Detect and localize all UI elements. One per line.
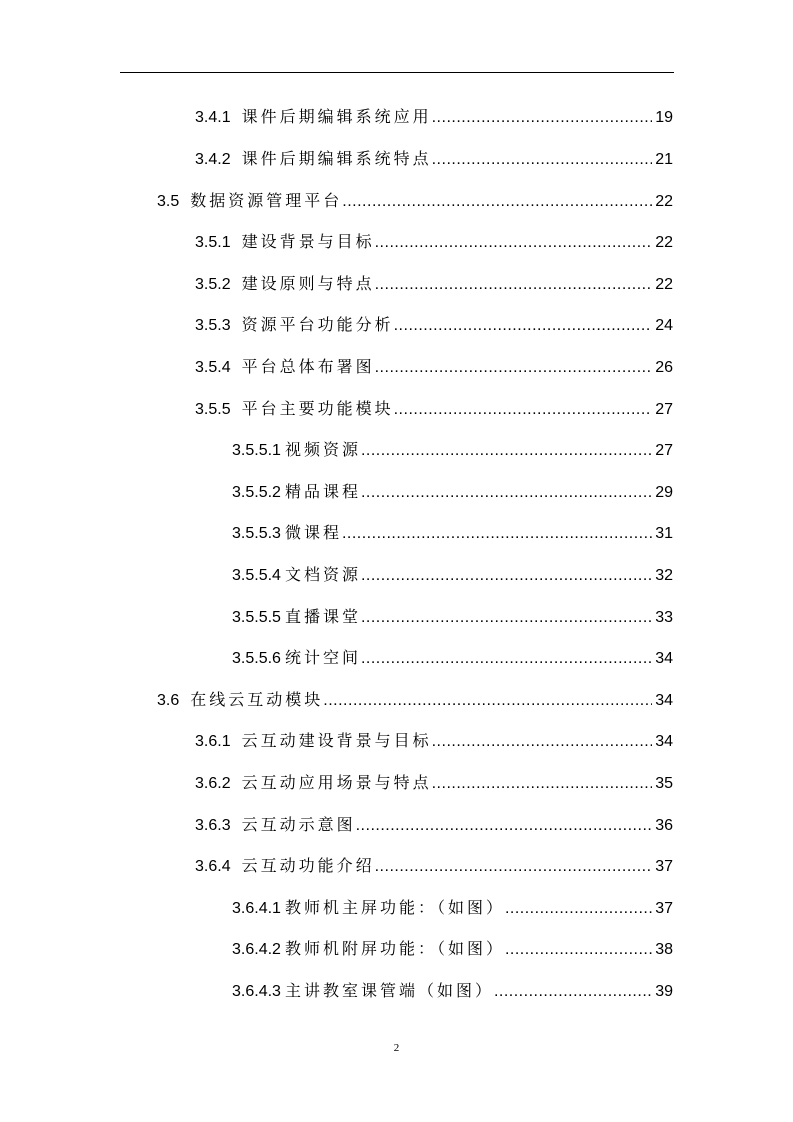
toc-dot-leader — [432, 148, 653, 172]
toc-entry-title: 文档资源 — [284, 565, 361, 584]
toc-entry-title: 云互动功能介绍 — [241, 856, 375, 875]
toc-entry-title: 课件后期编辑系统应用 — [241, 107, 432, 126]
toc-entry-page: 32 — [655, 567, 673, 584]
header-rule — [120, 72, 674, 73]
toc-dot-leader — [342, 190, 652, 214]
toc-entry-page: 39 — [655, 983, 673, 1000]
toc-entry-page: 22 — [655, 234, 673, 251]
toc-entry-number: 3.5.5.1 — [232, 442, 281, 459]
toc-entry-number: 3.5.5.3 — [232, 525, 281, 542]
toc-entry-title: 课件后期编辑系统特点 — [241, 149, 432, 168]
page-number: 2 — [393, 1042, 400, 1054]
toc-entry-page: 26 — [655, 359, 673, 376]
toc-entry-number: 3.4.2 — [195, 151, 231, 168]
toc-entry[interactable] — [195, 272, 673, 296]
toc-dot-leader — [432, 772, 653, 796]
toc-entry-page: 27 — [655, 442, 673, 459]
toc-entry[interactable] — [195, 230, 673, 254]
toc-entry[interactable] — [232, 563, 673, 587]
toc-dot-leader — [505, 897, 652, 921]
toc-entry-title: 云互动建设背景与目标 — [241, 731, 432, 750]
toc-entry-title: 直播课堂 — [284, 607, 361, 626]
toc-dot-leader — [361, 647, 652, 671]
toc-dot-leader — [361, 439, 652, 463]
toc-entry-number: 3.4.1 — [195, 109, 231, 126]
toc-entry[interactable] — [232, 937, 673, 961]
toc-entry-number: 3.6.1 — [195, 733, 231, 750]
toc-entry-number: 3.6.4 — [195, 858, 231, 875]
toc-entry-title: 视频资源 — [284, 440, 361, 459]
toc-entry-title: 建设原则与特点 — [241, 274, 375, 293]
toc-entry[interactable] — [232, 896, 673, 920]
toc-entry-page: 35 — [655, 775, 673, 792]
toc-entry-title: 数据资源管理平台 — [190, 191, 343, 210]
toc-entry[interactable] — [157, 189, 673, 213]
toc-entry-title: 平台主要功能模块 — [241, 399, 394, 418]
toc-dot-leader — [505, 938, 652, 962]
toc-entry-page: 37 — [655, 858, 673, 875]
toc-entry-number: 3.5.5.2 — [232, 484, 281, 501]
toc-entry-number: 3.6.2 — [195, 775, 231, 792]
toc-entry-title: 精品课程 — [284, 482, 361, 501]
toc-entry-number: 3.5.3 — [195, 317, 231, 334]
toc-entry-page: 33 — [655, 609, 673, 626]
toc-entry-number: 3.6.4.2 — [232, 941, 281, 958]
toc-entry[interactable] — [195, 397, 673, 421]
toc-dot-leader — [356, 814, 653, 838]
toc-entry-page: 24 — [655, 317, 673, 334]
toc-entry[interactable] — [195, 105, 673, 129]
toc-entry-page: 38 — [655, 941, 673, 958]
toc-entry-number: 3.5.5.5 — [232, 609, 281, 626]
toc-entry[interactable] — [195, 313, 673, 337]
toc-entry-title: 教师机主屏功能：（如图） — [284, 898, 505, 917]
toc-entry-number: 3.5.5.4 — [232, 567, 281, 584]
toc-entry-number: 3.6.4.3 — [232, 983, 281, 1000]
toc-entry[interactable] — [232, 646, 673, 670]
toc-entry-page: 22 — [655, 193, 673, 210]
toc-entry-page: 34 — [655, 692, 673, 709]
toc-entry-number: 3.5.4 — [195, 359, 231, 376]
toc-entry-number: 3.6 — [157, 692, 180, 709]
toc-entry[interactable] — [195, 813, 673, 837]
toc-dot-leader — [361, 481, 652, 505]
toc-entry-page: 37 — [655, 900, 673, 917]
toc-entry-title: 云互动应用场景与特点 — [241, 773, 432, 792]
toc-entry-page: 31 — [655, 525, 673, 542]
toc-entry-title: 微课程 — [284, 523, 342, 542]
toc-dot-leader — [432, 730, 653, 754]
toc-entry-title: 教师机附屏功能：（如图） — [284, 939, 505, 958]
toc-entry-title: 资源平台功能分析 — [241, 315, 394, 334]
toc-dot-leader — [361, 564, 652, 588]
toc-entry-title: 统计空间 — [284, 648, 361, 667]
toc-entry-page: 27 — [655, 401, 673, 418]
toc-entry-page: 22 — [655, 276, 673, 293]
toc-entry-title: 云互动示意图 — [241, 815, 356, 834]
toc-entry[interactable] — [195, 854, 673, 878]
toc-dot-leader — [375, 356, 653, 380]
toc-entry-page: 21 — [655, 151, 673, 168]
toc-dot-leader — [342, 522, 652, 546]
toc-entry[interactable] — [232, 480, 673, 504]
toc-entry[interactable] — [157, 688, 673, 712]
toc-dot-leader — [375, 231, 653, 255]
toc-entry-number: 3.6.3 — [195, 817, 231, 834]
toc-entry[interactable] — [195, 729, 673, 753]
toc-entry-title: 主讲教室课管端（如图） — [284, 981, 494, 1000]
toc-entry-page: 34 — [655, 733, 673, 750]
toc-entry[interactable] — [195, 355, 673, 379]
toc-dot-leader — [361, 606, 652, 630]
toc-entry-number: 3.5.1 — [195, 234, 231, 251]
toc-entry-number: 3.5.5 — [195, 401, 231, 418]
toc-dot-leader — [375, 855, 653, 879]
toc-entry-title: 平台总体布署图 — [241, 357, 375, 376]
toc-dot-leader — [394, 398, 653, 422]
toc-entry-number: 3.5.2 — [195, 276, 231, 293]
toc-entry-page: 36 — [655, 817, 673, 834]
toc-entry-title: 建设背景与目标 — [241, 232, 375, 251]
toc-dot-leader — [494, 980, 652, 1004]
toc-entry-number: 3.6.4.1 — [232, 900, 281, 917]
toc-dot-leader — [375, 273, 653, 297]
toc-entry-title: 在线云互动模块 — [190, 690, 324, 709]
toc-entry-number: 3.5 — [157, 193, 180, 210]
toc-entry[interactable] — [232, 979, 673, 1003]
toc-entry-page: 34 — [655, 650, 673, 667]
toc-entry[interactable] — [232, 438, 673, 462]
toc-entry-number: 3.5.5.6 — [232, 650, 281, 667]
toc-entry[interactable] — [195, 147, 673, 171]
toc-entry-page: 29 — [655, 484, 673, 501]
toc-entry[interactable] — [195, 771, 673, 795]
toc-dot-leader — [432, 106, 653, 130]
toc-entry[interactable] — [232, 521, 673, 545]
toc-dot-leader — [323, 689, 652, 713]
toc-entry[interactable] — [232, 605, 673, 629]
toc-dot-leader — [394, 314, 653, 338]
toc-entry-page: 19 — [655, 109, 673, 126]
